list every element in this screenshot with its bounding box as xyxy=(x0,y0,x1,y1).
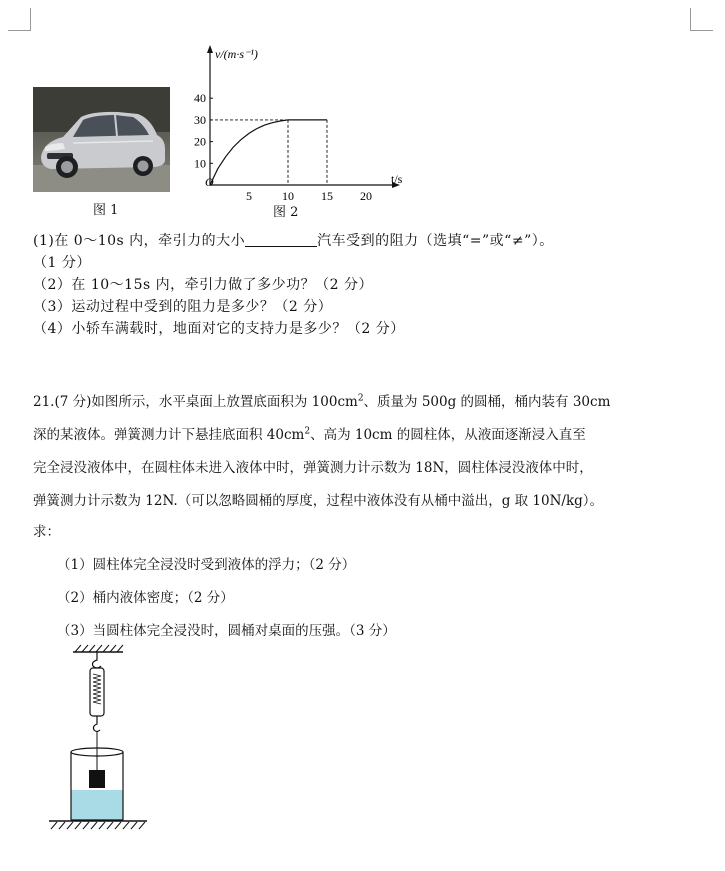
x-axis-label: t/s xyxy=(391,172,403,186)
y-tick-label: 40 xyxy=(194,91,206,106)
y-tick-label: 30 xyxy=(194,112,206,127)
problem21-line3: 完全浸没液体中，在圆柱体未进入液体中时，弹簧测力计示数为 18N，圆柱体浸没液体中时， xyxy=(33,460,593,476)
x-tick-label: 20 xyxy=(360,189,372,200)
problem21-sub2: （2）桶内液体密度；（2 分） xyxy=(57,590,234,606)
y-tick-label: 20 xyxy=(194,134,206,149)
question-1-score: （1 分） xyxy=(33,255,91,271)
ceiling-hatching xyxy=(75,645,123,652)
table-hatching xyxy=(51,822,145,829)
question-3: （3）运动过程中受到的阻力是多少？（2 分） xyxy=(33,299,333,315)
question-1: (1)在 0～10s 内，牵引力的大小 汽车受到的阻力（选填“=”或“≠”）。 xyxy=(33,233,554,249)
problem21-line1: 21.(7 分)如图所示，水平桌面上放置底面积为 $100cm^2$、质量为 500g 的圆桶，桶内装有 30cm xyxy=(33,393,611,410)
spring-scale-bucket-diagram xyxy=(45,640,180,840)
question-2: （2）在 10～15s 内，牵引力做了多少功？（2 分） xyxy=(33,277,373,293)
page-corner-mark xyxy=(8,8,31,31)
problem21-line4: 弹簧测力计示数为 12N.（可以忽略圆桶的厚度，过程中液体没有从桶中溢出，g 取 10N/kg）。 xyxy=(33,493,604,509)
problem21-sub1: （1）圆柱体完全浸没时受到液体的浮力；（2 分） xyxy=(57,557,356,573)
car-photo xyxy=(33,87,170,192)
velocity-time-chart xyxy=(185,40,425,200)
y-tick-label: 10 xyxy=(194,156,206,171)
answer-blank xyxy=(245,232,317,247)
problem21-sub3: （3）当圆柱体完全浸没时，圆桶对桌面的压强。（3 分） xyxy=(57,623,396,639)
problem21-line5: 求： xyxy=(33,524,60,540)
origin-label: O xyxy=(205,175,214,189)
x-tick-label: 15 xyxy=(321,189,333,200)
page-corner-mark xyxy=(690,8,713,31)
x-tick-label: 10 xyxy=(282,189,294,200)
bucket-liquid xyxy=(71,790,123,820)
figure2-caption: 图 2 xyxy=(273,205,299,220)
y-axis-label: v/(m·s⁻¹) xyxy=(215,47,258,61)
problem21-line2: 深的某液体。弹簧测力计下悬挂底面积 $40cm^2$、高为 10cm 的圆柱体，从液面逐渐浸入直至 xyxy=(33,426,586,443)
question-4: （4）小轿车满载时，地面对它的支持力是多少？（2 分） xyxy=(33,321,405,337)
top-hook xyxy=(93,652,102,668)
velocity-curve xyxy=(210,120,327,185)
figure1-caption: 图 1 xyxy=(93,203,119,218)
x-tick-label: 5 xyxy=(246,189,252,200)
cylinder xyxy=(89,770,105,788)
y-axis-arrow xyxy=(207,45,213,53)
bottom-hook xyxy=(93,716,100,732)
